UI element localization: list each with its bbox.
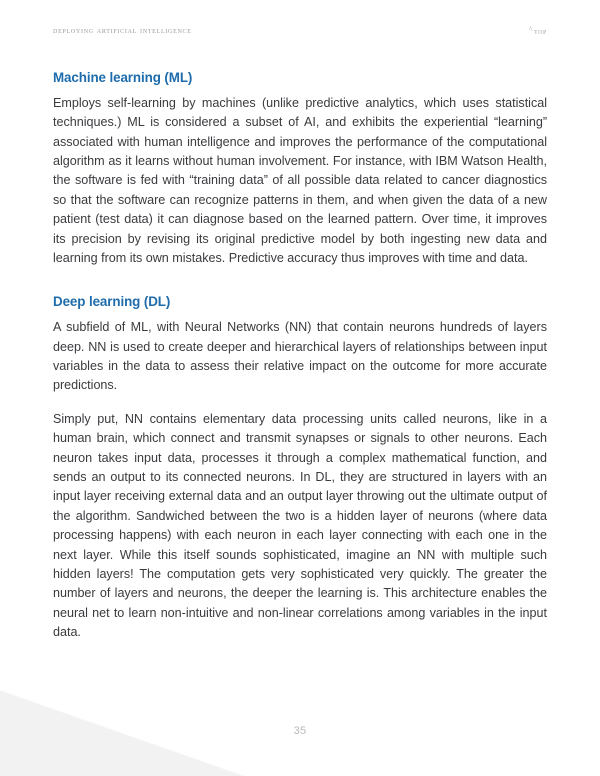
page-number: 35 — [293, 725, 307, 737]
back-to-top-link[interactable] — [529, 26, 547, 36]
paragraph: A subfield of ML, with Neural Networks (NN) that contain neurons hundreds of layers deep. NN is used to create deeper and hierarchical layers of relationships between input variables in the data to assess their relative impact on the outcome for more accurate predictions. — [53, 320, 547, 393]
section-deep-learning — [53, 294, 547, 642]
paragraph: Employs self-learning by machines (unlike predictive analytics, which uses statistical techniques.) ML is considered a subset of AI, and exhibits the experiential “learning” associated with human intelligence and improves the performance of the computational algorithm as it learns without human involvement. For instance, with IBM Watson Health, the software is fed with “training data” of all possible data related to cancer diagnostics so that the software can recognize patterns in them, and when given the data of a new patient (test data) it can diagnose based on the learned pattern. Over time, it improves its precision by revising its original predictive model by both ingesting new data and learning from its own mistakes. Predictive accuracy thus improves with time and data. — [53, 95, 547, 265]
page-content — [53, 70, 547, 643]
running-head — [53, 25, 547, 41]
caret-up-icon: ^ — [528, 25, 533, 34]
back-to-top-label: top — [533, 26, 547, 36]
section-heading-deep-learning: Deep learning (DL) — [53, 294, 171, 310]
paragraph: Simply put, NN contains elementary data processing units called neurons, like in a human brain, which connect and transmit synapses or signals to other neurons. Each neuron takes input data, processes it through a complex mathematical function, and sends an output to its connected neurons. In DL, they are structured in layers with an input layer receiving external data and an output layer throwing out the ultimate output of the algorithm. Sandwiched between the two is a hidden layer of neurons (where data processing happens) with each neuron in each layer connecting with each one in the next layer. While this itself sounds sophisticated, imagine an NN with multiple such hidden layers! The computation gets very sophisticated very quickly. The greater the number of layers and neurons, the deeper the learning is. This architecture enables the neural net to learn non-intuitive and non-linear correlations among variables in the input data. — [53, 411, 547, 640]
running-head-title: deploying artificial intelligence — [53, 25, 192, 35]
section-heading-machine-learning: Machine learning (ML) — [53, 70, 193, 85]
section-machine-learning — [53, 70, 547, 268]
